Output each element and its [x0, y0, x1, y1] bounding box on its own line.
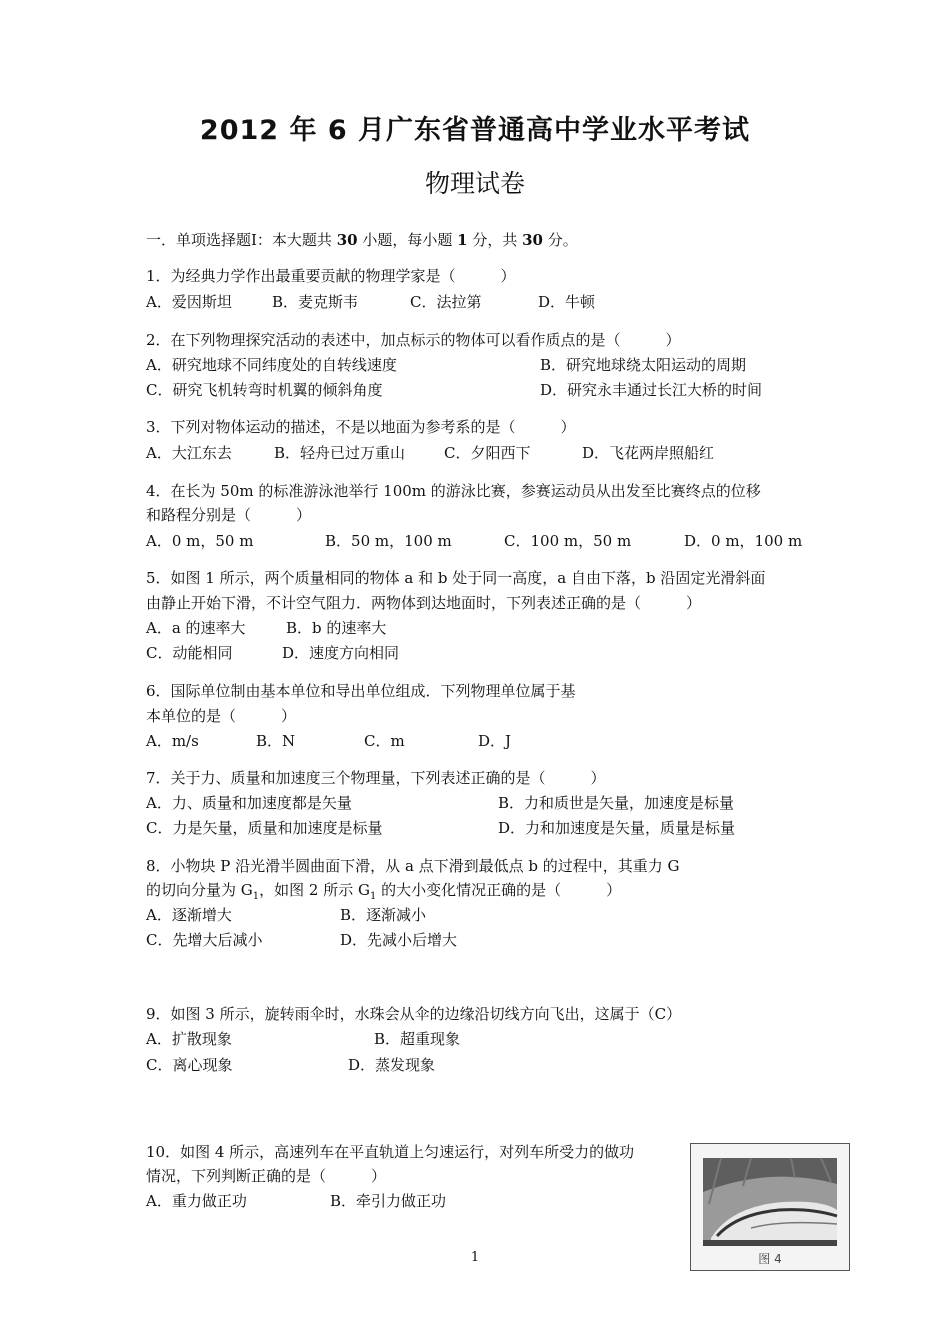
q5-option-d: D．速度方向相同: [282, 644, 400, 662]
q9-option-a: A．扩散现象: [146, 1030, 232, 1048]
q5-option-b: B．b 的速率大: [286, 619, 387, 637]
q6-option-d: D．J: [478, 732, 512, 750]
q10-option-b: B．牵引力做正功: [330, 1192, 447, 1210]
q10-option-a: A．重力做正功: [146, 1192, 247, 1210]
q3-stem: 3．下列对物体运动的描述，不是以地面为参考系的是（ ）: [146, 418, 576, 436]
page-number: 1: [470, 1250, 480, 1265]
q4-stem-line1: 4．在长为 50m 的标准游泳池举行 100m 的游泳比赛，参赛运动员从出发至比赛终点的位移: [146, 482, 761, 500]
q2-option-b: B．研究地球绕太阳运动的周期: [540, 356, 747, 374]
q6-stem-line2: 本单位的是（ ）: [146, 707, 297, 725]
q2-option-c: C．研究飞机转弯时机翼的倾斜角度: [146, 381, 383, 399]
q8-option-d: D．先减小后增大: [340, 931, 458, 949]
q5-stem-line1: 5．如图 1 所示，两个质量相同的物体 a 和 b 处于同一高度，a 自由下落，b 沿固定光滑斜面: [146, 569, 766, 587]
figure-4-caption: 图 4: [758, 1252, 782, 1266]
q3-option-a: A．大江东去: [146, 444, 232, 462]
q6-option-c: C．m: [364, 732, 405, 750]
q7-option-d: D．力和加速度是矢量，质量是标量: [498, 819, 736, 837]
q7-option-b: B．力和质世是矢量，加速度是标量: [498, 794, 735, 812]
q8-option-c: C．先增大后减小: [146, 931, 263, 949]
q3-option-b: B．轻舟已过万重山: [274, 444, 406, 462]
q1-option-d: D．牛顿: [538, 293, 596, 311]
exam-subtitle: 物理试卷: [424, 169, 525, 198]
q9-option-b: B．超重现象: [374, 1030, 461, 1048]
q1-option-b: B．麦克斯韦: [272, 293, 359, 311]
q9-option-c: C．离心现象: [146, 1056, 233, 1074]
q1-option-a: A．爱因斯坦: [146, 293, 232, 311]
q5-option-c: C．动能相同: [146, 644, 233, 662]
q10-stem-line1: 10．如图 4 所示，高速列车在平直轨道上匀速运行，对列车所受力的做功: [146, 1143, 635, 1161]
q1-option-c: C．法拉第: [410, 293, 482, 311]
q3-option-d: D．飞花两岸照船红: [582, 444, 715, 462]
q4-stem-line2: 和路程分别是（ ）: [146, 506, 312, 524]
q4-option-b: B．50 m，100 m: [325, 532, 452, 550]
q8-stem-line2: 的切向分量为 $G_1$，如图 2 所示 $G_1$ 的大小变化情况正确的是（ ）: [146, 881, 622, 902]
q9-option-d: D．蒸发现象: [348, 1056, 436, 1074]
q4-option-a: A．0 m，50 m: [146, 532, 254, 550]
q1-stem: 1．为经典力学作出最重要贡献的物理学家是（ ）: [146, 267, 516, 285]
q8-stem-line1: 8．小物块 P 沿光滑半圆曲面下滑，从 a 点下滑到最低点 b 的过程中，其重力 G: [146, 857, 680, 875]
q6-option-a: A．m/s: [146, 732, 199, 750]
q5-option-a: A．a 的速率大: [146, 619, 246, 637]
q8-option-a: A．逐渐增大: [146, 906, 232, 924]
q7-option-a: A．力、质量和加速度都是矢量: [146, 794, 352, 812]
q8-option-b: B．逐渐减小: [340, 906, 427, 924]
q4-option-d: D．0 m，100 m: [684, 532, 803, 550]
q5-stem-line2: 由静止开始下滑，不计空气阻力．两物体到达地面时，下列表述正确的是（ ）: [146, 594, 702, 612]
q3-option-c: C．夕阳西下: [444, 444, 531, 462]
q6-stem-line1: 6．国际单位制由基本单位和导出单位组成．下列物理单位属于基: [146, 682, 576, 700]
q2-option-a: A．研究地球不同纬度处的自转线速度: [146, 356, 397, 374]
q4-option-c: C．100 m，50 m: [504, 532, 632, 550]
q7-option-c: C．力是矢量，质量和加速度是标量: [146, 819, 383, 837]
q10-stem-line2: 情况，下列判断正确的是（ ）: [146, 1167, 387, 1185]
section-header: 一．单项选择题Ⅰ：本大题共 30 小题，每小题 1 分，共 30 分。: [146, 231, 578, 249]
q2-option-d: D．研究永丰通过长江大桥的时间: [540, 381, 763, 399]
q2-stem: 2．在下列物理探究活动的表述中，加点标示的物体可以看作质点的是（ ）: [146, 331, 681, 349]
q7-stem: 7．关于力、质量和加速度三个物理量，下列表述正确的是（ ）: [146, 769, 606, 787]
exam-title: 2012 年 6 月广东省普通高中学业水平考试: [199, 115, 751, 146]
q9-stem: 9．如图 3 所示，旋转雨伞时，水珠会从伞的边缘沿切线方向飞出，这属于（C）: [146, 1005, 682, 1023]
q6-option-b: B．N: [256, 732, 296, 750]
